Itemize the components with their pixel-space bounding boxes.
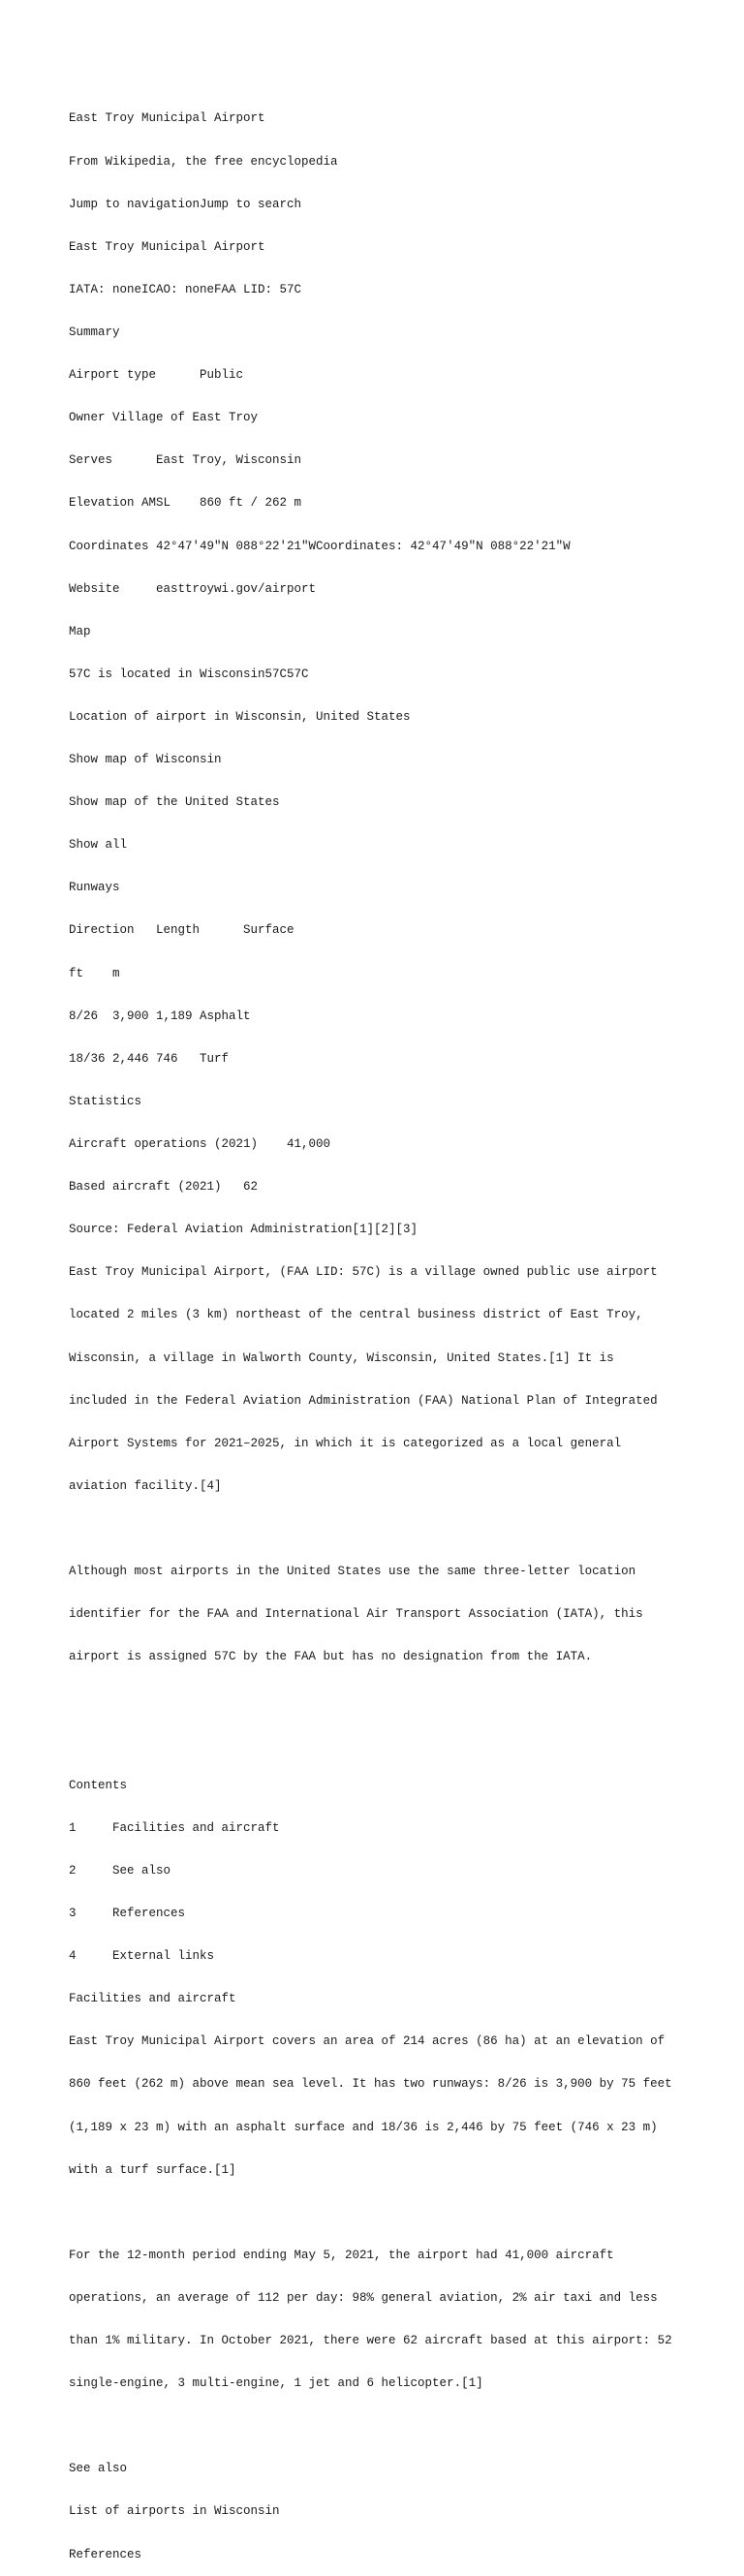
facilities-paragraph-line: 860 feet (262 m) above mean sea level. It has two runways: 8/26 is 3,900 by 75 feet [69, 2077, 672, 2092]
runways-heading: Runways [69, 881, 120, 895]
show-map-wisconsin-link[interactable]: Show map of Wisconsin [69, 753, 222, 767]
see-also-heading: See also [69, 2462, 128, 2476]
infobox-map-heading: Map [69, 624, 91, 638]
blank-line [69, 1692, 728, 1707]
article-text [69, 83, 728, 2576]
facilities-paragraph-line: with a turf surface.[1] [69, 2162, 236, 2177]
toc-item-external-links[interactable]: 4 External links [69, 1949, 215, 1964]
toc-item-references[interactable]: 3 References [69, 1906, 186, 1920]
blank-line [69, 1522, 728, 1536]
runways-units-row: ft m [69, 966, 120, 980]
infobox-website[interactable]: Website easttroywi.gov/airport [69, 581, 317, 596]
intro-paragraph-line: located 2 miles (3 km) northeast of the central business district of East Troy, [69, 1308, 643, 1322]
facilities-paragraph-line: East Troy Municipal Airport covers an area of 214 acres (86 ha) at an elevation of [69, 2034, 666, 2049]
intro-paragraph-line: Airport Systems for 2021–2025, in which it is categorized as a local general [69, 1436, 622, 1450]
iata-paragraph-line: identifier for the FAA and International Air Transport Association (IATA), this [69, 1607, 643, 1622]
stat-aircraft-operations: Aircraft operations (2021) 41,000 [69, 1137, 331, 1152]
contents-heading: Contents [69, 1778, 128, 1792]
intro-paragraph-line: included in the Federal Aviation Administration (FAA) National Plan of Integrated [69, 1393, 658, 1408]
infobox-owner: Owner Village of East Troy [69, 411, 259, 425]
runway-row: 8/26 3,900 1,189 Asphalt [69, 1009, 251, 1023]
infobox-serves: Serves East Troy, Wisconsin [69, 453, 302, 468]
blank-line [69, 1736, 728, 1751]
show-all-link[interactable]: Show all [69, 838, 128, 853]
infobox-airport-type: Airport type Public [69, 368, 244, 383]
intro-paragraph-line: Wisconsin, a village in Walworth County, Wisconsin, United States.[1] It is [69, 1350, 614, 1365]
operations-paragraph-line: For the 12-month period ending May 5, 2021, the airport had 41,000 aircraft [69, 2248, 614, 2262]
toc-item-see-also[interactable]: 2 See also [69, 1863, 171, 1878]
map-caption: 57C is located in Wisconsin57C57C [69, 667, 309, 681]
jump-links[interactable]: Jump to navigationJump to search [69, 197, 302, 211]
operations-paragraph-line: than 1% military. In October 2021, there were 62 aircraft based at this airport: 52 [69, 2334, 672, 2348]
stat-based-aircraft: Based aircraft (2021) 62 [69, 1180, 259, 1195]
statistics-heading: Statistics [69, 1094, 142, 1108]
runway-row: 18/36 2,446 746 Turf [69, 1051, 230, 1066]
intro-paragraph-line: East Troy Municipal Airport, (FAA LID: 57C) is a village owned public use airport [69, 1265, 658, 1280]
toc-item-facilities[interactable]: 1 Facilities and aircraft [69, 1820, 280, 1835]
references-heading: References [69, 2547, 142, 2561]
site-subtitle: From Wikipedia, the free encyclopedia [69, 154, 338, 169]
see-also-link[interactable]: List of airports in Wisconsin [69, 2504, 280, 2519]
infobox-title: East Troy Municipal Airport [69, 239, 265, 254]
infobox-coordinates: Coordinates 42°47′49″N 088°22′21″WCoordinates: 42°47′49″N 088°22′21″W [69, 539, 571, 553]
facilities-heading: Facilities and aircraft [69, 1992, 236, 2006]
operations-paragraph-line: single-engine, 3 multi-engine, 1 jet and 6 helicopter.[1] [69, 2376, 483, 2391]
infobox-elevation: Elevation AMSL 860 ft / 262 m [69, 496, 302, 511]
runways-header-row: Direction Length Surface [69, 923, 294, 938]
iata-paragraph-line: airport is assigned 57C by the FAA but has no designation from the IATA. [69, 1650, 593, 1664]
blank-line [69, 2206, 728, 2220]
operations-paragraph-line: operations, an average of 112 per day: 98% general aviation, 2% air taxi and less [69, 2290, 658, 2305]
infobox-codes: IATA: noneICAO: noneFAA LID: 57C [69, 282, 302, 296]
intro-paragraph-line: aviation facility.[4] [69, 1478, 222, 1493]
map-location-text: Location of airport in Wisconsin, United States [69, 709, 411, 724]
iata-paragraph-line: Although most airports in the United States use the same three-letter location [69, 1565, 636, 1579]
infobox-summary-heading: Summary [69, 325, 120, 339]
facilities-paragraph-line: (1,189 x 23 m) with an asphalt surface and 18/36 is 2,446 by 75 feet (746 x 23 m) [69, 2120, 658, 2134]
show-map-us-link[interactable]: Show map of the United States [69, 795, 280, 810]
blank-line [69, 2419, 728, 2434]
page-title: East Troy Municipal Airport [69, 111, 265, 126]
infobox-source: Source: Federal Aviation Administration[1][2][3] [69, 1223, 418, 1237]
